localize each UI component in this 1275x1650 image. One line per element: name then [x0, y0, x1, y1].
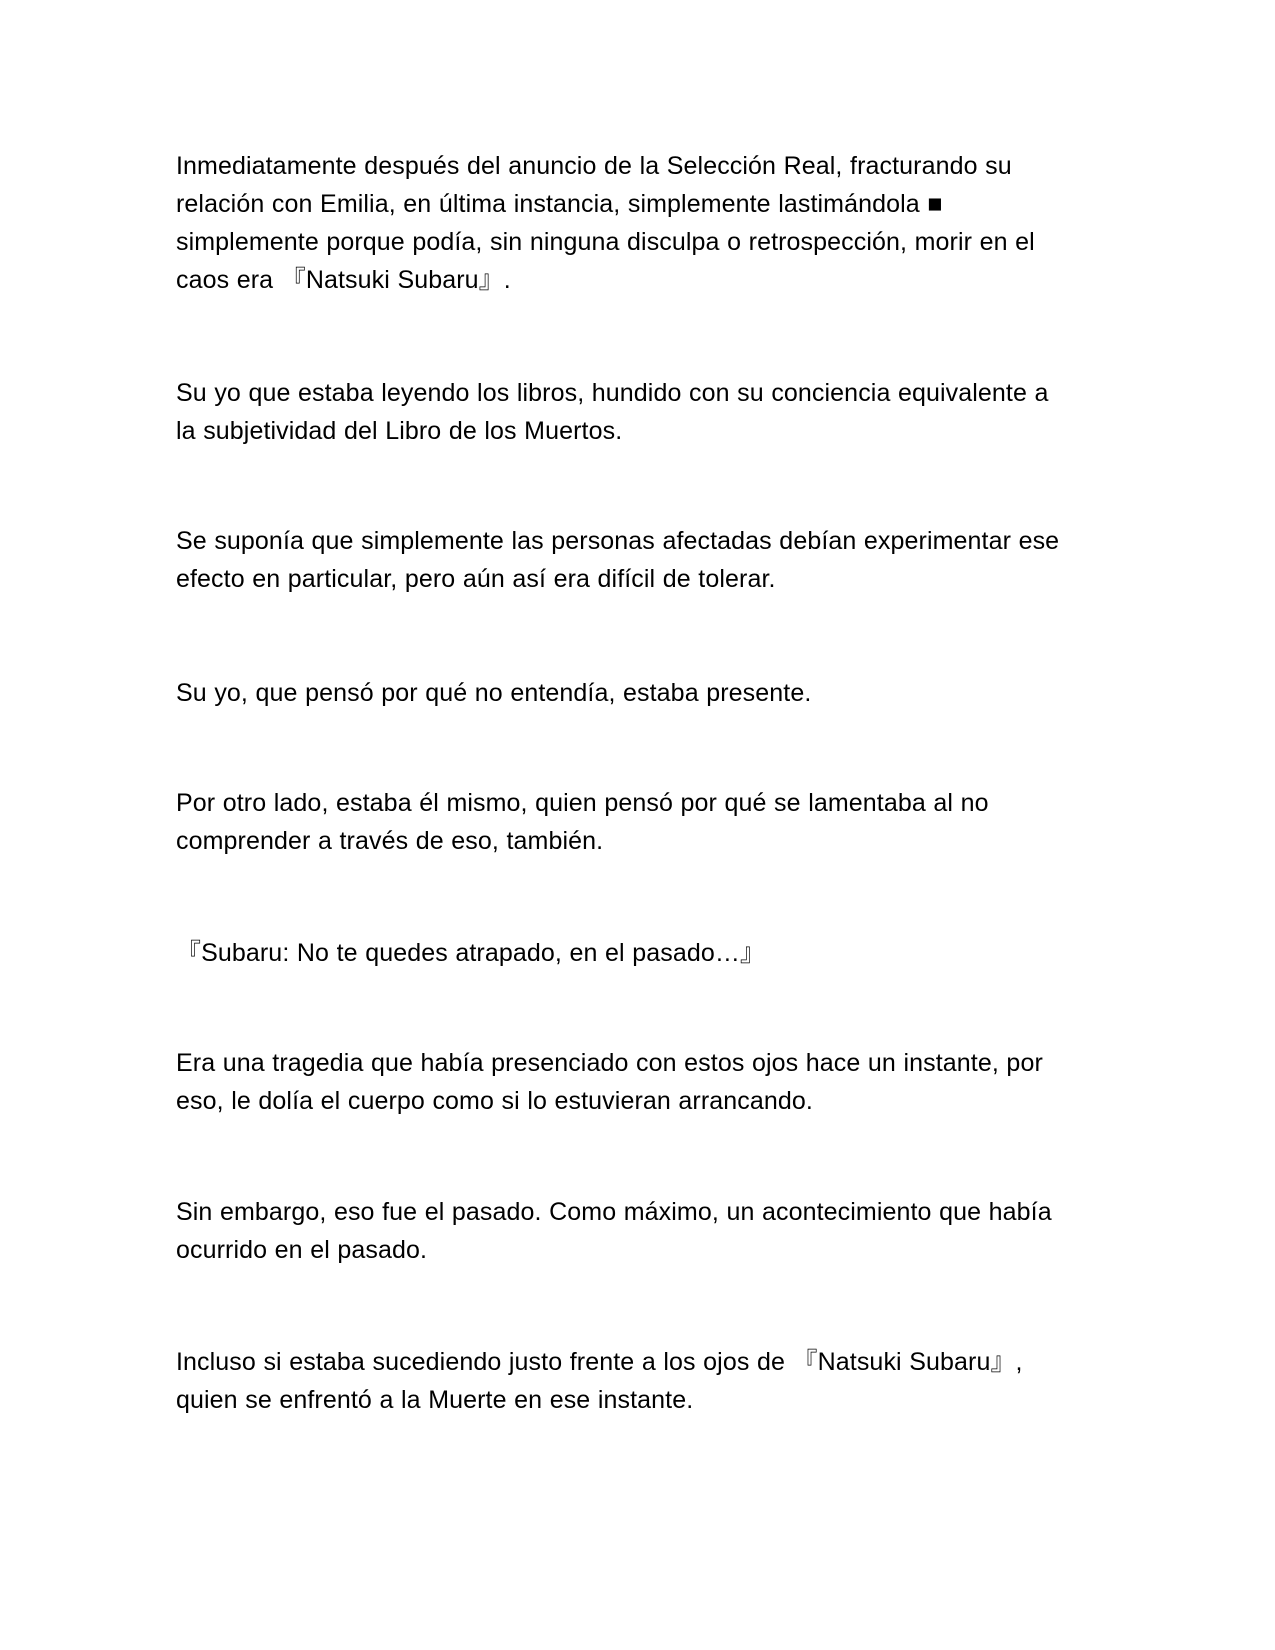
- paragraph-8: [176, 1193, 1106, 1269]
- text-line: Sin embargo, eso fue el pasado. Como máximo, un acontecimiento que había: [176, 1198, 1052, 1226]
- text-line: Era una tragedia que había presenciado con estos ojos hace un instante, por: [176, 1049, 1043, 1077]
- text-line: comprender a través de eso, también.: [176, 827, 604, 855]
- text-line: ocurrido en el pasado.: [176, 1236, 428, 1264]
- text-line: Incluso si estaba sucediendo justo frente a los ojos de 『Natsuki Subaru』,: [176, 1348, 1023, 1376]
- paragraph-5: [176, 784, 1106, 860]
- text-line: efecto en particular, pero aún así era difícil de tolerar.: [176, 565, 776, 593]
- text-line: caos era 『Natsuki Subaru』.: [176, 266, 511, 294]
- text-line: Inmediatamente después del anuncio de la Selección Real, fracturando su: [176, 152, 1012, 180]
- text-line: la subjetividad del Libro de los Muertos.: [176, 417, 623, 445]
- paragraph-2: [176, 374, 1106, 450]
- text-line: quien se enfrentó a la Muerte en ese instante.: [176, 1386, 694, 1414]
- text-line: Por otro lado, estaba él mismo, quien pensó por qué se lamentaba al no: [176, 789, 989, 817]
- paragraph-6-dialogue: [176, 934, 1106, 972]
- paragraph-1: [176, 147, 1106, 299]
- text-line: 『Subaru: No te quedes atrapado, en el pasado…』: [176, 939, 766, 967]
- paragraph-4: [176, 674, 1106, 712]
- text-line: Su yo, que pensó por qué no entendía, estaba presente.: [176, 679, 812, 707]
- text-line: eso, le dolía el cuerpo como si lo estuvieran arrancando.: [176, 1087, 813, 1115]
- paragraph-9: [176, 1343, 1106, 1419]
- paragraph-3: [176, 522, 1106, 598]
- paragraph-7: [176, 1044, 1106, 1120]
- text-line: Se suponía que simplemente las personas afectadas debían experimentar ese: [176, 527, 1060, 555]
- text-line: relación con Emilia, en última instancia, simplemente lastimándola ■: [176, 190, 943, 218]
- text-line: Su yo que estaba leyendo los libros, hundido con su conciencia equivalente a: [176, 379, 1049, 407]
- text-line: simplemente porque podía, sin ninguna disculpa o retrospección, morir en el: [176, 228, 1035, 256]
